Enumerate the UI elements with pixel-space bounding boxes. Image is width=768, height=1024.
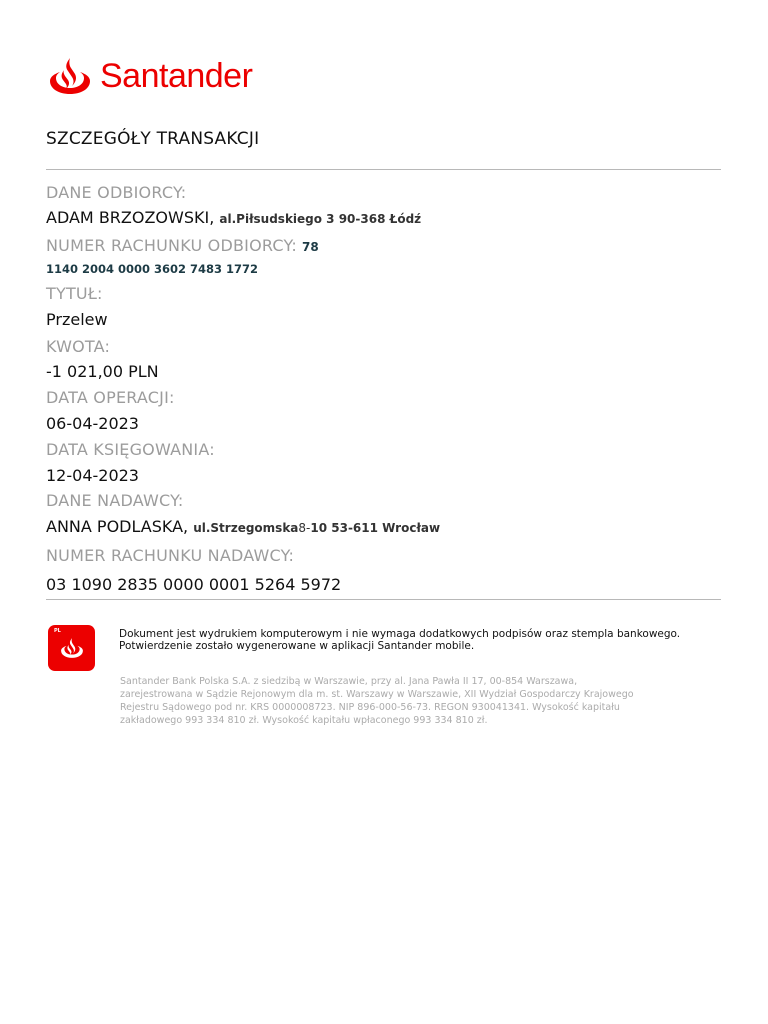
data-ksiegowania-label: DATA KSIĘGOWANIA: — [46, 440, 215, 459]
legal-line-3: Rejestru Sądowego pod nr. KRS 0000008723. NIP 896-000-56-73. REGON 930041341. Wysokość kapitału — [120, 702, 620, 713]
tytul-value: Przelew — [46, 310, 108, 329]
sender-name: ANNA PODLASKA, — [46, 517, 189, 536]
recipient-account-row — [46, 236, 319, 255]
legal-line-4: zakładowego 993 334 810 zł. Wysokość kapitału wpłaconego 993 334 810 zł. — [120, 715, 488, 726]
legal-line-1: Santander Bank Polska S.A. z siedzibą w Warszawie, przy al. Jana Pawła II 17, 00-854 Warszawa, — [120, 676, 578, 687]
sender-address-num: 8- — [298, 521, 311, 535]
recipient-account-start: 78 — [302, 240, 319, 254]
badge-country: PL — [54, 628, 61, 634]
recipient-account-number: 1140 2004 0000 3602 7483 1772 — [46, 262, 259, 276]
recipient-label: DANE ODBIORCY: — [46, 183, 187, 202]
legal-line-2: zarejestrowana w Sądzie Rejonowym dla m. st. Warszawy w Warszawie, XII Wydział Gospodarczy Krajowego — [120, 689, 634, 700]
kwota-label: KWOTA: — [46, 337, 111, 356]
legal-footer — [120, 675, 680, 727]
recipient-row — [46, 208, 421, 227]
note-line-1: Dokument jest wydrukiem komputerowym i nie wymaga dodatkowych podpisów oraz stempla bankowego. — [119, 628, 681, 640]
recipient-account-label: NUMER RACHUNKU ODBIORCY: — [46, 236, 297, 255]
divider-bottom — [46, 599, 721, 600]
kwota-value: -1 021,00 PLN — [46, 362, 159, 381]
data-operacji-value: 06-04-2023 — [46, 414, 139, 433]
flame-white-icon — [60, 636, 84, 660]
santander-logo — [48, 54, 252, 98]
santander-flame-icon — [48, 56, 92, 96]
brand-name: Santander — [100, 57, 253, 95]
divider-top — [46, 169, 721, 170]
santander-app-badge — [48, 625, 95, 671]
document-note — [119, 628, 719, 652]
sender-address-prefix: ul.Strzegomska — [193, 521, 299, 535]
tytul-label: TYTUŁ: — [46, 284, 103, 303]
sender-account-label: NUMER RACHUNKU NADAWCY: — [46, 546, 295, 565]
data-ksiegowania-value: 12-04-2023 — [46, 466, 139, 485]
sender-address-rest: 10 53-611 Wrocław — [310, 521, 441, 535]
data-operacji-label: DATA OPERACJI: — [46, 388, 175, 407]
sender-label: DANE NADAWCY: — [46, 491, 184, 510]
recipient-name: ADAM BRZOZOWSKI, — [46, 208, 215, 227]
sender-account-number: 03 1090 2835 0000 0001 5264 5972 — [46, 575, 342, 594]
note-line-2: Potwierdzenie zostało wygenerowane w aplikacji Santander mobile. — [119, 640, 475, 652]
page-title: SZCZEGÓŁY TRANSAKCJI — [46, 129, 260, 149]
recipient-address: al.Piłsudskiego 3 90-368 Łódź — [219, 212, 422, 226]
sender-row — [46, 517, 440, 536]
